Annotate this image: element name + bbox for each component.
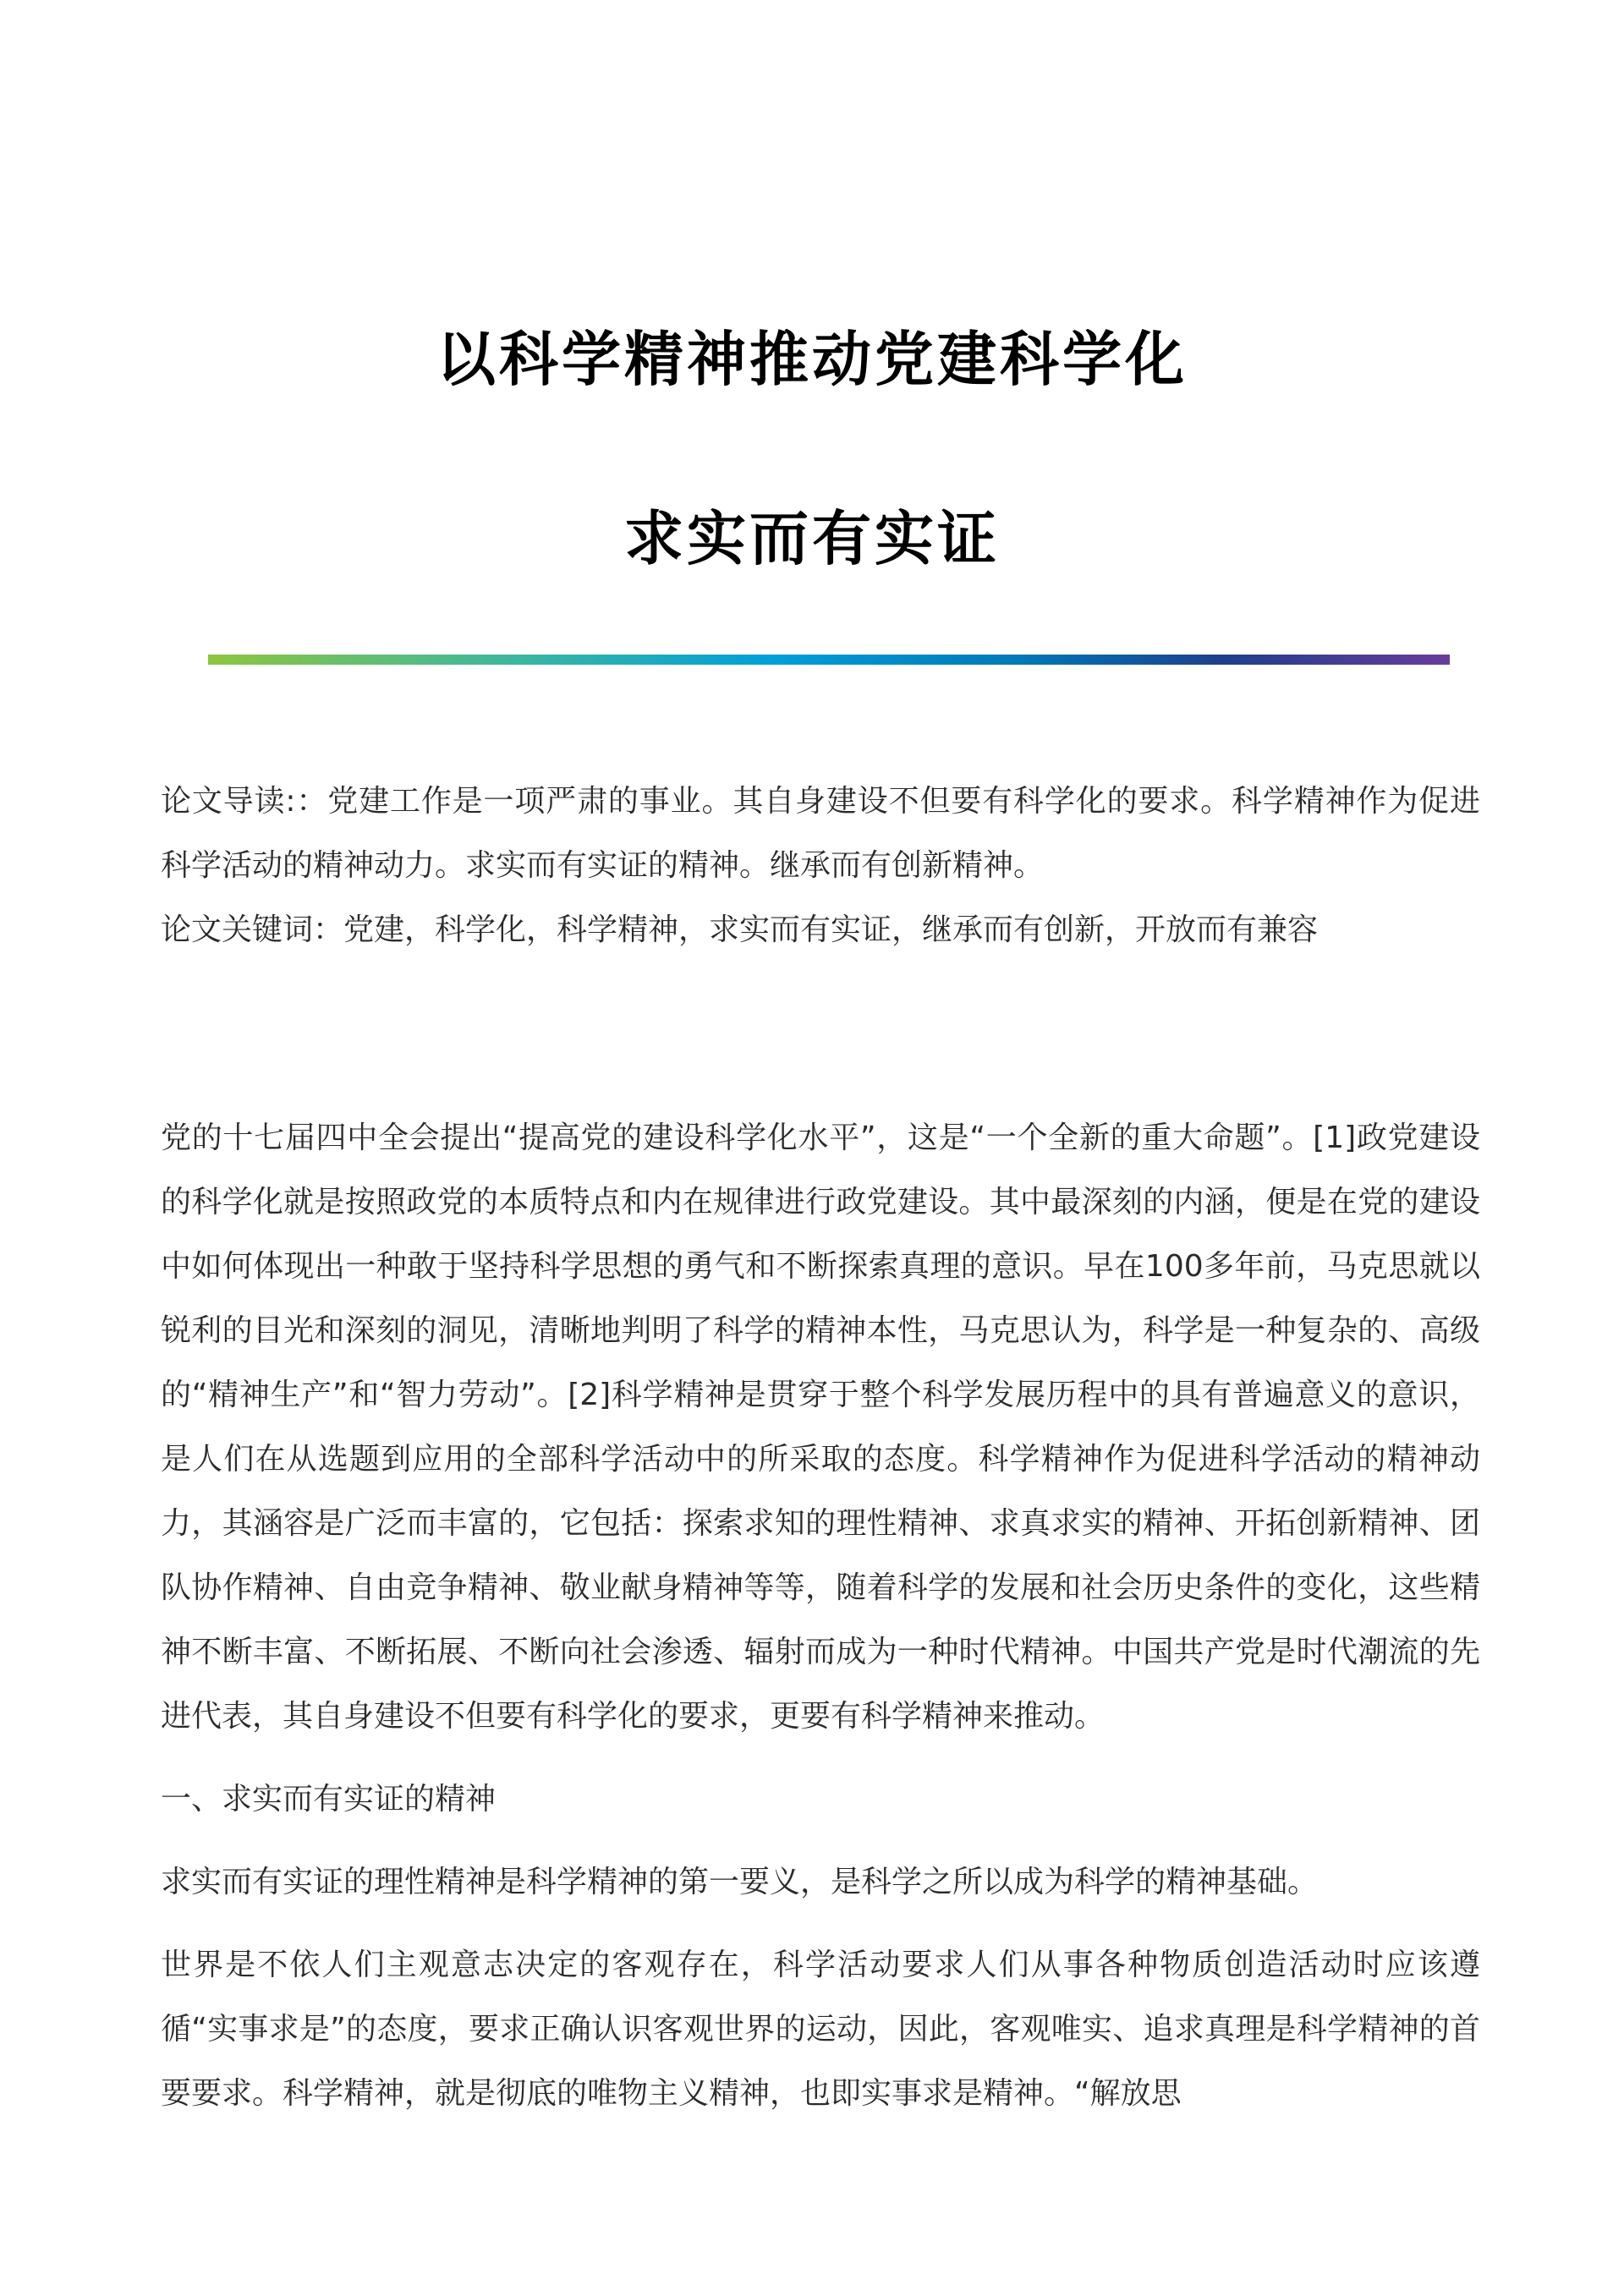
- title-divider: [208, 655, 1450, 665]
- body-text: [161, 1106, 1480, 2126]
- body-paragraph-3: 世界是不依人们主观意志决定的客观存在，科学活动要求人们从事各种物质创造活动时应该遵循“实事求是”的态度，要求正确认识客观世界的运动，因此，客观唯实、追求真理是科学精神的首要要求。科学精神，就是彻底的唯物主义精神，也即实事求是精神。“解放思: [161, 1948, 1480, 2111]
- document-content: [161, 770, 1480, 2145]
- abstract-intro: 论文导读:：党建工作是一项严肃的事业。其自身建设不但要有科学化的要求。科学精神作为促进科学活动的精神动力。求实而有实证的精神。继承而有创新精神。: [161, 784, 1480, 883]
- section-heading-1: 一、求实而有实证的精神: [161, 1782, 497, 1817]
- abstract-keywords: 论文关键词：党建，科学化，科学精神，求实而有实证，继承而有创新，开放而有兼容: [161, 912, 1319, 947]
- body-paragraph-1: 党的十七届四中全会提出“提高党的建设科学化水平”，这是“一个全新的重大命题”。[1]政党建设的科学化就是按照政党的本质特点和内在规律进行政党建设。其中最深刻的内涵，便是在党的建设中如何体现出一种敢于坚持科学思想的勇气和不断探索真理的意识。早在100多年前，马克思就以锐利的目光和深刻的洞见，清晰地判明了科学的精神本性，马克思认为，科学是一种复杂的、高级的“精神生产”和“智力劳动”。[2]科学精神是贯穿于整个科学发展历程中的具有普遍意义的意识，是人们在从选题到应用的全部科学活动中的所采取的态度。科学精神作为促进科学活动的精神动力，其涵容是广泛而丰富的，它包括：探索求知的理性精神、求真求实的精神、开拓创新精神、团队协作精神、自由竞争精神、敬业献身精神等等，随着科学的发展和社会历史条件的变化，这些精神不断丰富、不断拓展、不断向社会渗透、辐射而成为一种时代精神。中国共产党是时代潮流的先进代表，其自身建设不但要有科学化的要求，更要有科学精神来推动。: [161, 1121, 1480, 1734]
- body-paragraph-2: 求实而有实证的理性精神是科学精神的第一要义，是科学之所以成为科学的精神基础。: [161, 1865, 1319, 1899]
- abstract-block: [161, 770, 1480, 962]
- page-subtitle: 求实而有实证: [624, 504, 1000, 573]
- page-title: 以科学精神推动党建科学化: [436, 325, 1188, 394]
